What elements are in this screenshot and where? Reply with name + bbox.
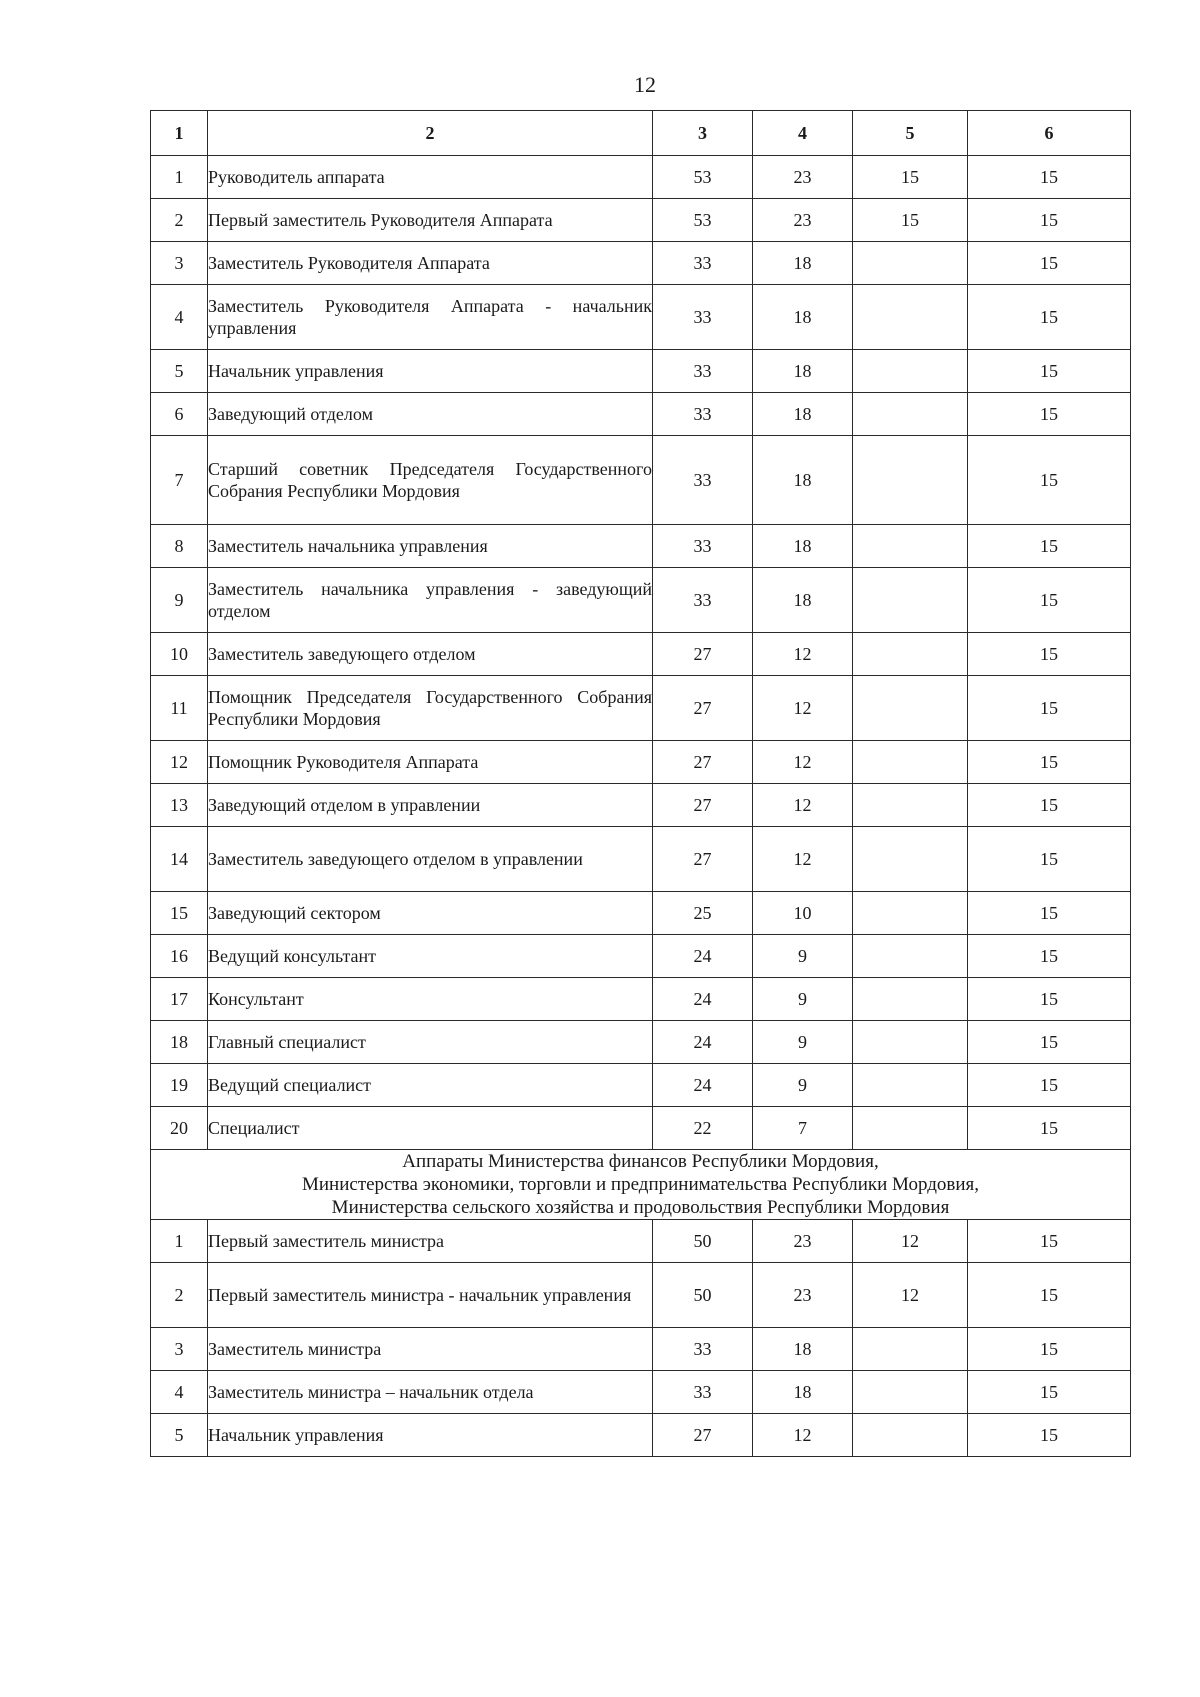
value-cell: 27 [653, 827, 753, 892]
table-row [151, 285, 1131, 350]
table-row [151, 1263, 1131, 1328]
table-row [151, 1064, 1131, 1107]
column-header: 4 [753, 111, 853, 156]
value-cell: 18 [753, 1371, 853, 1414]
position-name: Ведущий специалист [208, 1064, 653, 1107]
position-name: Ведущий консультант [208, 935, 653, 978]
value-cell: 50 [653, 1220, 753, 1263]
table-row [151, 568, 1131, 633]
row-number: 16 [151, 935, 208, 978]
table-row [151, 892, 1131, 935]
value-cell [853, 1414, 968, 1457]
value-cell: 18 [753, 393, 853, 436]
value-cell: 15 [968, 784, 1131, 827]
row-number: 10 [151, 633, 208, 676]
row-number: 14 [151, 827, 208, 892]
value-cell [853, 741, 968, 784]
value-cell: 15 [968, 393, 1131, 436]
value-cell: 9 [753, 935, 853, 978]
value-cell [853, 935, 968, 978]
position-name: Заместитель заведующего отделом в управлении [208, 827, 653, 892]
section-title-line: Аппараты Министерства финансов Республики Мордовия, [402, 1151, 879, 1172]
value-cell [853, 242, 968, 285]
value-cell: 12 [753, 633, 853, 676]
position-name: Заместитель Руководителя Аппарата [208, 242, 653, 285]
value-cell: 33 [653, 285, 753, 350]
table-row [151, 1107, 1131, 1150]
value-cell: 15 [968, 1328, 1131, 1371]
value-cell: 15 [968, 741, 1131, 784]
value-cell: 15 [968, 242, 1131, 285]
value-cell: 33 [653, 436, 753, 525]
position-name: Заместитель Руководителя Аппарата - начальник управления [208, 285, 653, 350]
position-name: Помощник Председателя Государственного Собрания Республики Мордовия [208, 676, 653, 741]
position-name: Первый заместитель министра - начальник управления [208, 1263, 653, 1328]
row-number: 5 [151, 350, 208, 393]
value-cell: 15 [968, 1021, 1131, 1064]
table-row [151, 935, 1131, 978]
section-header [151, 1150, 1131, 1220]
column-header: 1 [151, 111, 208, 156]
value-cell [853, 633, 968, 676]
value-cell: 24 [653, 978, 753, 1021]
value-cell: 15 [968, 1107, 1131, 1150]
value-cell [853, 436, 968, 525]
value-cell: 18 [753, 568, 853, 633]
table-row [151, 436, 1131, 525]
value-cell [853, 978, 968, 1021]
row-number: 3 [151, 242, 208, 285]
position-name: Заместитель заведующего отделом [208, 633, 653, 676]
value-cell: 15 [968, 827, 1131, 892]
value-cell [853, 285, 968, 350]
value-cell: 15 [968, 568, 1131, 633]
value-cell: 50 [653, 1263, 753, 1328]
value-cell: 15 [968, 892, 1131, 935]
value-cell: 15 [968, 935, 1131, 978]
value-cell: 53 [653, 156, 753, 199]
value-cell: 15 [968, 978, 1131, 1021]
table-row [151, 1220, 1131, 1263]
value-cell: 33 [653, 242, 753, 285]
value-cell [853, 350, 968, 393]
table-row [151, 1414, 1131, 1457]
value-cell: 15 [853, 199, 968, 242]
value-cell [853, 676, 968, 741]
value-cell [853, 568, 968, 633]
table-row [151, 156, 1131, 199]
row-number: 1 [151, 156, 208, 199]
value-cell: 33 [653, 568, 753, 633]
value-cell: 18 [753, 525, 853, 568]
row-number: 19 [151, 1064, 208, 1107]
table-row [151, 633, 1131, 676]
value-cell: 15 [968, 633, 1131, 676]
value-cell [853, 784, 968, 827]
value-cell: 15 [968, 285, 1131, 350]
value-cell: 24 [653, 1064, 753, 1107]
value-cell [853, 1371, 968, 1414]
table-row [151, 199, 1131, 242]
value-cell: 15 [968, 525, 1131, 568]
value-cell: 12 [753, 784, 853, 827]
position-name: Заведующий сектором [208, 892, 653, 935]
value-cell: 18 [753, 350, 853, 393]
value-cell: 27 [653, 633, 753, 676]
value-cell: 15 [968, 1263, 1131, 1328]
value-cell: 22 [653, 1107, 753, 1150]
value-cell: 23 [753, 1220, 853, 1263]
value-cell [853, 1021, 968, 1064]
value-cell: 25 [653, 892, 753, 935]
value-cell: 18 [753, 242, 853, 285]
table-row [151, 350, 1131, 393]
position-name: Первый заместитель Руководителя Аппарата [208, 199, 653, 242]
row-number: 5 [151, 1414, 208, 1457]
position-name: Специалист [208, 1107, 653, 1150]
value-cell: 12 [753, 1414, 853, 1457]
header-row [151, 111, 1131, 156]
table-row [151, 242, 1131, 285]
value-cell: 15 [968, 1414, 1131, 1457]
value-cell [853, 1107, 968, 1150]
position-name: Консультант [208, 978, 653, 1021]
position-name: Первый заместитель министра [208, 1220, 653, 1263]
section-title-line: Министерства экономики, торговли и предпринимательства Республики Мордовия, [301, 1174, 979, 1195]
table-row [151, 525, 1131, 568]
value-cell: 23 [753, 1263, 853, 1328]
column-header: 5 [853, 111, 968, 156]
row-number: 4 [151, 1371, 208, 1414]
section-header-row [151, 1150, 1131, 1220]
position-name: Руководитель аппарата [208, 156, 653, 199]
value-cell: 27 [653, 1414, 753, 1457]
value-cell [853, 827, 968, 892]
position-name: Заведующий отделом в управлении [208, 784, 653, 827]
position-name: Главный специалист [208, 1021, 653, 1064]
value-cell: 33 [653, 350, 753, 393]
row-number: 1 [151, 1220, 208, 1263]
value-cell: 33 [653, 393, 753, 436]
row-number: 18 [151, 1021, 208, 1064]
position-name: Заместитель начальника управления - заведующий отделом [208, 568, 653, 633]
row-number: 11 [151, 676, 208, 741]
value-cell: 10 [753, 892, 853, 935]
value-cell [853, 892, 968, 935]
value-cell [853, 525, 968, 568]
position-name: Начальник управления [208, 1414, 653, 1457]
row-number: 12 [151, 741, 208, 784]
position-name: Старший советник Председателя Государственного Собрания Республики Мордовия [208, 436, 653, 525]
column-header: 6 [968, 111, 1131, 156]
row-number: 15 [151, 892, 208, 935]
value-cell: 33 [653, 1371, 753, 1414]
position-name: Заместитель министра – начальник отдела [208, 1371, 653, 1414]
value-cell: 27 [653, 741, 753, 784]
row-number: 20 [151, 1107, 208, 1150]
row-number: 7 [151, 436, 208, 525]
table-row [151, 1021, 1131, 1064]
value-cell: 15 [968, 436, 1131, 525]
page-number: 12 [634, 72, 656, 97]
table-row [151, 1328, 1131, 1371]
value-cell: 18 [753, 436, 853, 525]
value-cell: 24 [653, 935, 753, 978]
table-row [151, 827, 1131, 892]
value-cell: 7 [753, 1107, 853, 1150]
value-cell: 15 [968, 1220, 1131, 1263]
table-row [151, 393, 1131, 436]
section-title-line: Министерства сельского хозяйства и продовольствия Республики Мордовия [331, 1197, 950, 1218]
row-number: 9 [151, 568, 208, 633]
value-cell: 15 [968, 1064, 1131, 1107]
value-cell: 12 [853, 1263, 968, 1328]
value-cell: 9 [753, 1021, 853, 1064]
position-name: Заведующий отделом [208, 393, 653, 436]
row-number: 8 [151, 525, 208, 568]
position-name: Заместитель министра [208, 1328, 653, 1371]
row-number: 3 [151, 1328, 208, 1371]
value-cell: 12 [753, 741, 853, 784]
row-number: 4 [151, 285, 208, 350]
value-cell: 12 [753, 827, 853, 892]
table-row [151, 741, 1131, 784]
value-cell: 24 [653, 1021, 753, 1064]
value-cell: 15 [968, 199, 1131, 242]
column-header: 2 [208, 111, 653, 156]
table-row [151, 784, 1131, 827]
value-cell: 9 [753, 978, 853, 1021]
value-cell: 33 [653, 525, 753, 568]
column-header: 3 [653, 111, 753, 156]
value-cell [853, 393, 968, 436]
position-name: Помощник Руководителя Аппарата [208, 741, 653, 784]
table-row [151, 676, 1131, 741]
value-cell [853, 1064, 968, 1107]
value-cell: 9 [753, 1064, 853, 1107]
value-cell: 15 [968, 350, 1131, 393]
value-cell: 12 [853, 1220, 968, 1263]
row-number: 2 [151, 199, 208, 242]
value-cell: 12 [753, 676, 853, 741]
position-name: Заместитель начальника управления [208, 525, 653, 568]
value-cell: 18 [753, 285, 853, 350]
value-cell: 18 [753, 1328, 853, 1371]
position-name: Начальник управления [208, 350, 653, 393]
value-cell [853, 1328, 968, 1371]
value-cell: 33 [653, 1328, 753, 1371]
row-number: 17 [151, 978, 208, 1021]
value-cell: 15 [968, 676, 1131, 741]
value-cell: 27 [653, 784, 753, 827]
value-cell: 23 [753, 156, 853, 199]
value-cell: 27 [653, 676, 753, 741]
row-number: 2 [151, 1263, 208, 1328]
value-cell: 15 [968, 156, 1131, 199]
value-cell: 53 [653, 199, 753, 242]
value-cell: 15 [968, 1371, 1131, 1414]
value-cell: 23 [753, 199, 853, 242]
table-row [151, 1371, 1131, 1414]
row-number: 13 [151, 784, 208, 827]
value-cell: 15 [853, 156, 968, 199]
row-number: 6 [151, 393, 208, 436]
positions-table [150, 110, 1131, 1457]
table-row [151, 978, 1131, 1021]
